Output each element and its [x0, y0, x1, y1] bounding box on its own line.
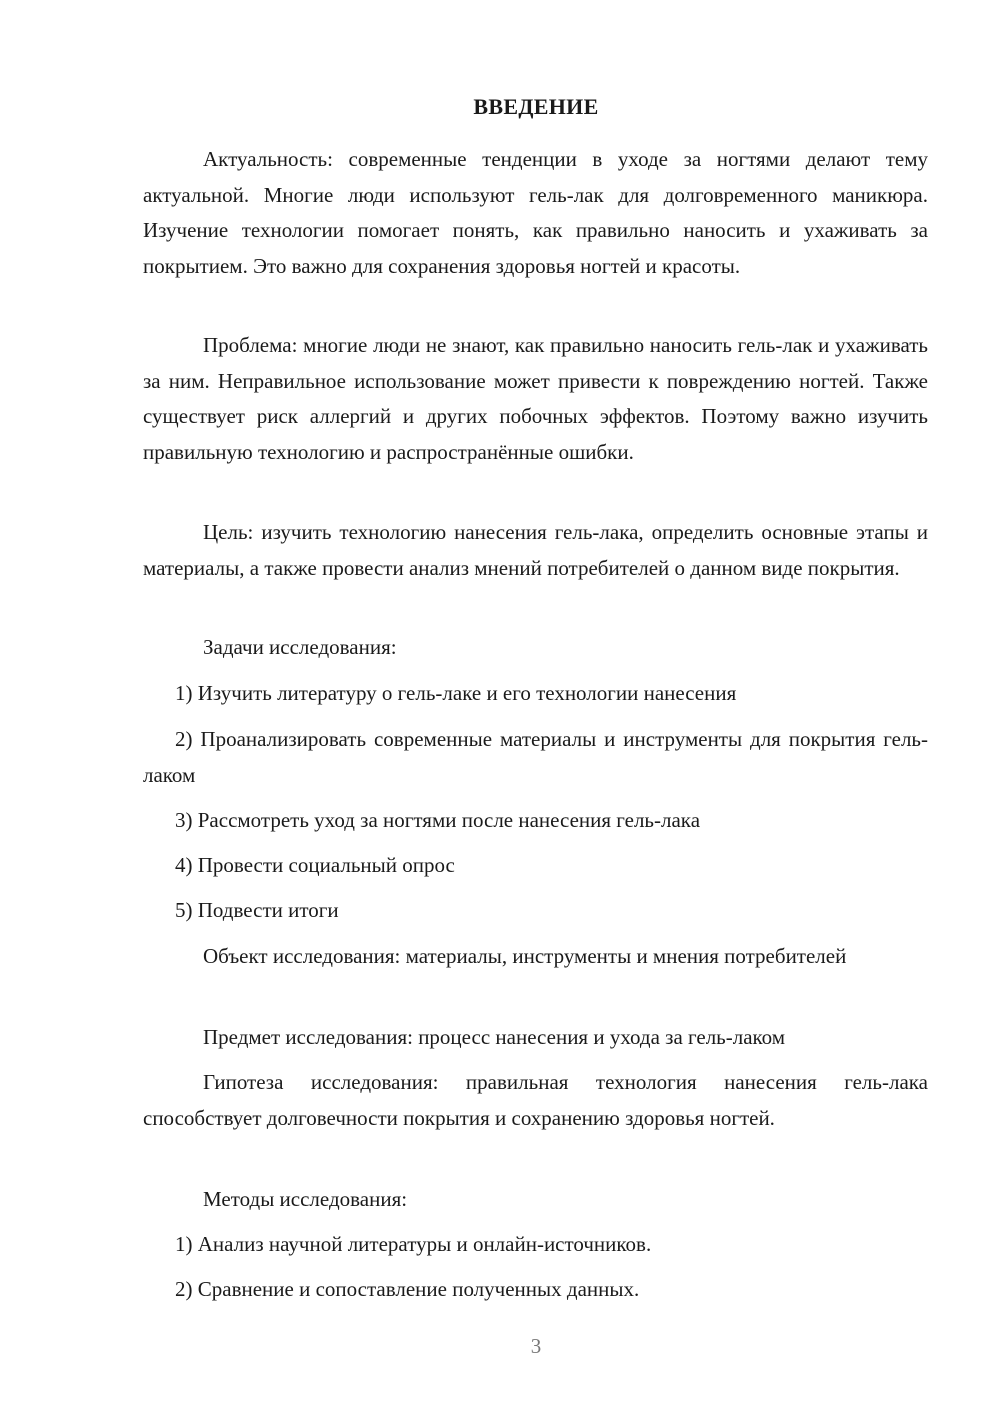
paragraph-problem: Проблема: многие люди не знают, как правильно наносить гель-лак и ухаживать за ним. Неправильное использование может привести к повреждению ногтей. Также существует риск аллергий и других побочных эффектов. Поэтому важно изучить правильную технологию и распространённые ошибки.	[143, 333, 928, 464]
task-item-2: 2) Проанализировать современные материалы и инструменты для покрытия гель-лаком	[143, 727, 928, 787]
method-item-1: 1) Анализ научной литературы и онлайн-источников.	[175, 1232, 652, 1256]
tasks-heading: Задачи исследования:	[203, 635, 397, 659]
paragraph-goal: Цель: изучить технологию нанесения гель-лака, определить основные этапы и материалы, а также провести анализ мнений потребителей о данном виде покрытия.	[143, 520, 928, 580]
page-number: 3	[530, 1334, 542, 1358]
task-item-5: 5) Подвести итоги	[175, 898, 339, 922]
task-item-3: 3) Рассмотреть уход за ногтями после нанесения гель-лака	[175, 808, 701, 832]
paragraph-object: Объект исследования: материалы, инструменты и мнения потребителей	[203, 944, 847, 968]
section-heading: ВВЕДЕНИЕ	[473, 94, 599, 119]
paragraph-relevance: Актуальность: современные тенденции в уходе за ногтями делают тему актуальной. Многие люди используют гель-лак для долговременного маникюра. Изучение технологии помогает понять, как правильно наносить и ухаживать за покрытием. Это важно для сохранения здоровья ногтей и красоты.	[143, 147, 928, 278]
task-item-1: 1) Изучить литературу о гель-лаке и его технологии нанесения	[175, 681, 737, 705]
paragraph-subject: Предмет исследования: процесс нанесения и ухода за гель-лаком	[203, 1025, 786, 1049]
paragraph-hypothesis: Гипотеза исследования: правильная технология нанесения гель-лака способствует долговечности покрытия и сохранению здоровья ногтей.	[143, 1070, 928, 1130]
method-item-2: 2) Сравнение и сопоставление полученных данных.	[175, 1277, 640, 1301]
task-item-4: 4) Провести социальный опрос	[175, 853, 455, 877]
methods-heading: Методы исследования:	[203, 1187, 408, 1211]
